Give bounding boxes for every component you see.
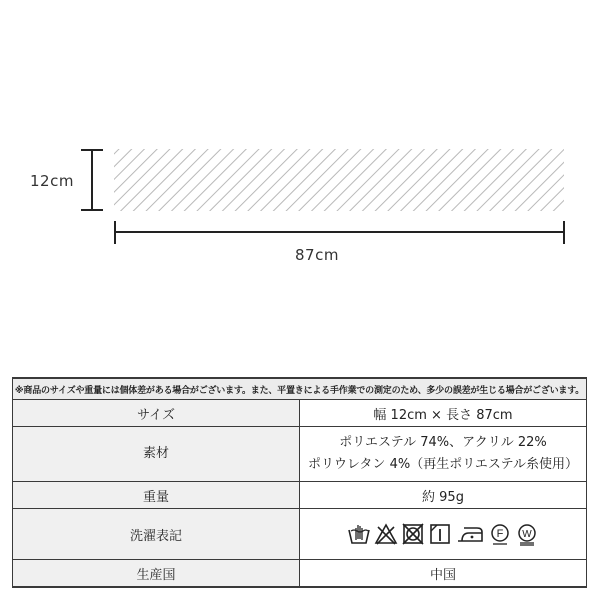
care-value	[300, 509, 587, 560]
height-dimension-label: 12cm	[30, 172, 74, 190]
care-symbols	[347, 522, 539, 546]
origin-label: 生産国	[13, 560, 300, 588]
height-dimension-line	[81, 150, 103, 210]
table-row-weight	[13, 482, 587, 509]
no-tumble-dry-icon	[401, 522, 425, 546]
measurement-notice: ※商品のサイズや重量には個体差がある場合がございます。また、平置きによる手作業での測定のため、多少の誤差が生じる場合がございます。	[13, 378, 587, 400]
size-value: 幅 12cm × 長さ 87cm	[300, 400, 587, 427]
length-dimension-label: 87cm	[295, 246, 339, 264]
material-label: 素材	[13, 427, 300, 482]
table-notice-row	[13, 378, 587, 400]
dry-clean-letter: F	[496, 528, 504, 540]
material-value	[300, 427, 587, 482]
weight-label: 重量	[13, 482, 300, 509]
wet-clean-w-icon	[515, 522, 539, 546]
table-row-care	[13, 509, 587, 560]
origin-value: 中国	[300, 560, 587, 588]
size-label: サイズ	[13, 400, 300, 427]
wet-clean-letter: W	[522, 529, 532, 540]
length-dimension-line	[115, 221, 564, 244]
material-line-2: ポリウレタン 4%（再生ポリエステル糸使用）	[307, 457, 579, 472]
line-dry-shade-icon	[428, 522, 452, 546]
spec-table	[12, 377, 587, 588]
hand-wash-icon	[347, 522, 371, 546]
table-row-material	[13, 427, 587, 482]
material-line-1: ポリエステル 74%、アクリル 22%	[339, 435, 547, 450]
scarf-hatched-shape	[114, 149, 564, 211]
dry-clean-f-icon	[488, 522, 512, 546]
iron-low-icon	[455, 522, 485, 546]
care-label: 洗濯表記	[13, 509, 300, 560]
table-row-origin	[13, 560, 587, 588]
weight-value: 約 95g	[300, 482, 587, 509]
no-bleach-icon	[374, 522, 398, 546]
table-row-size	[13, 400, 587, 427]
